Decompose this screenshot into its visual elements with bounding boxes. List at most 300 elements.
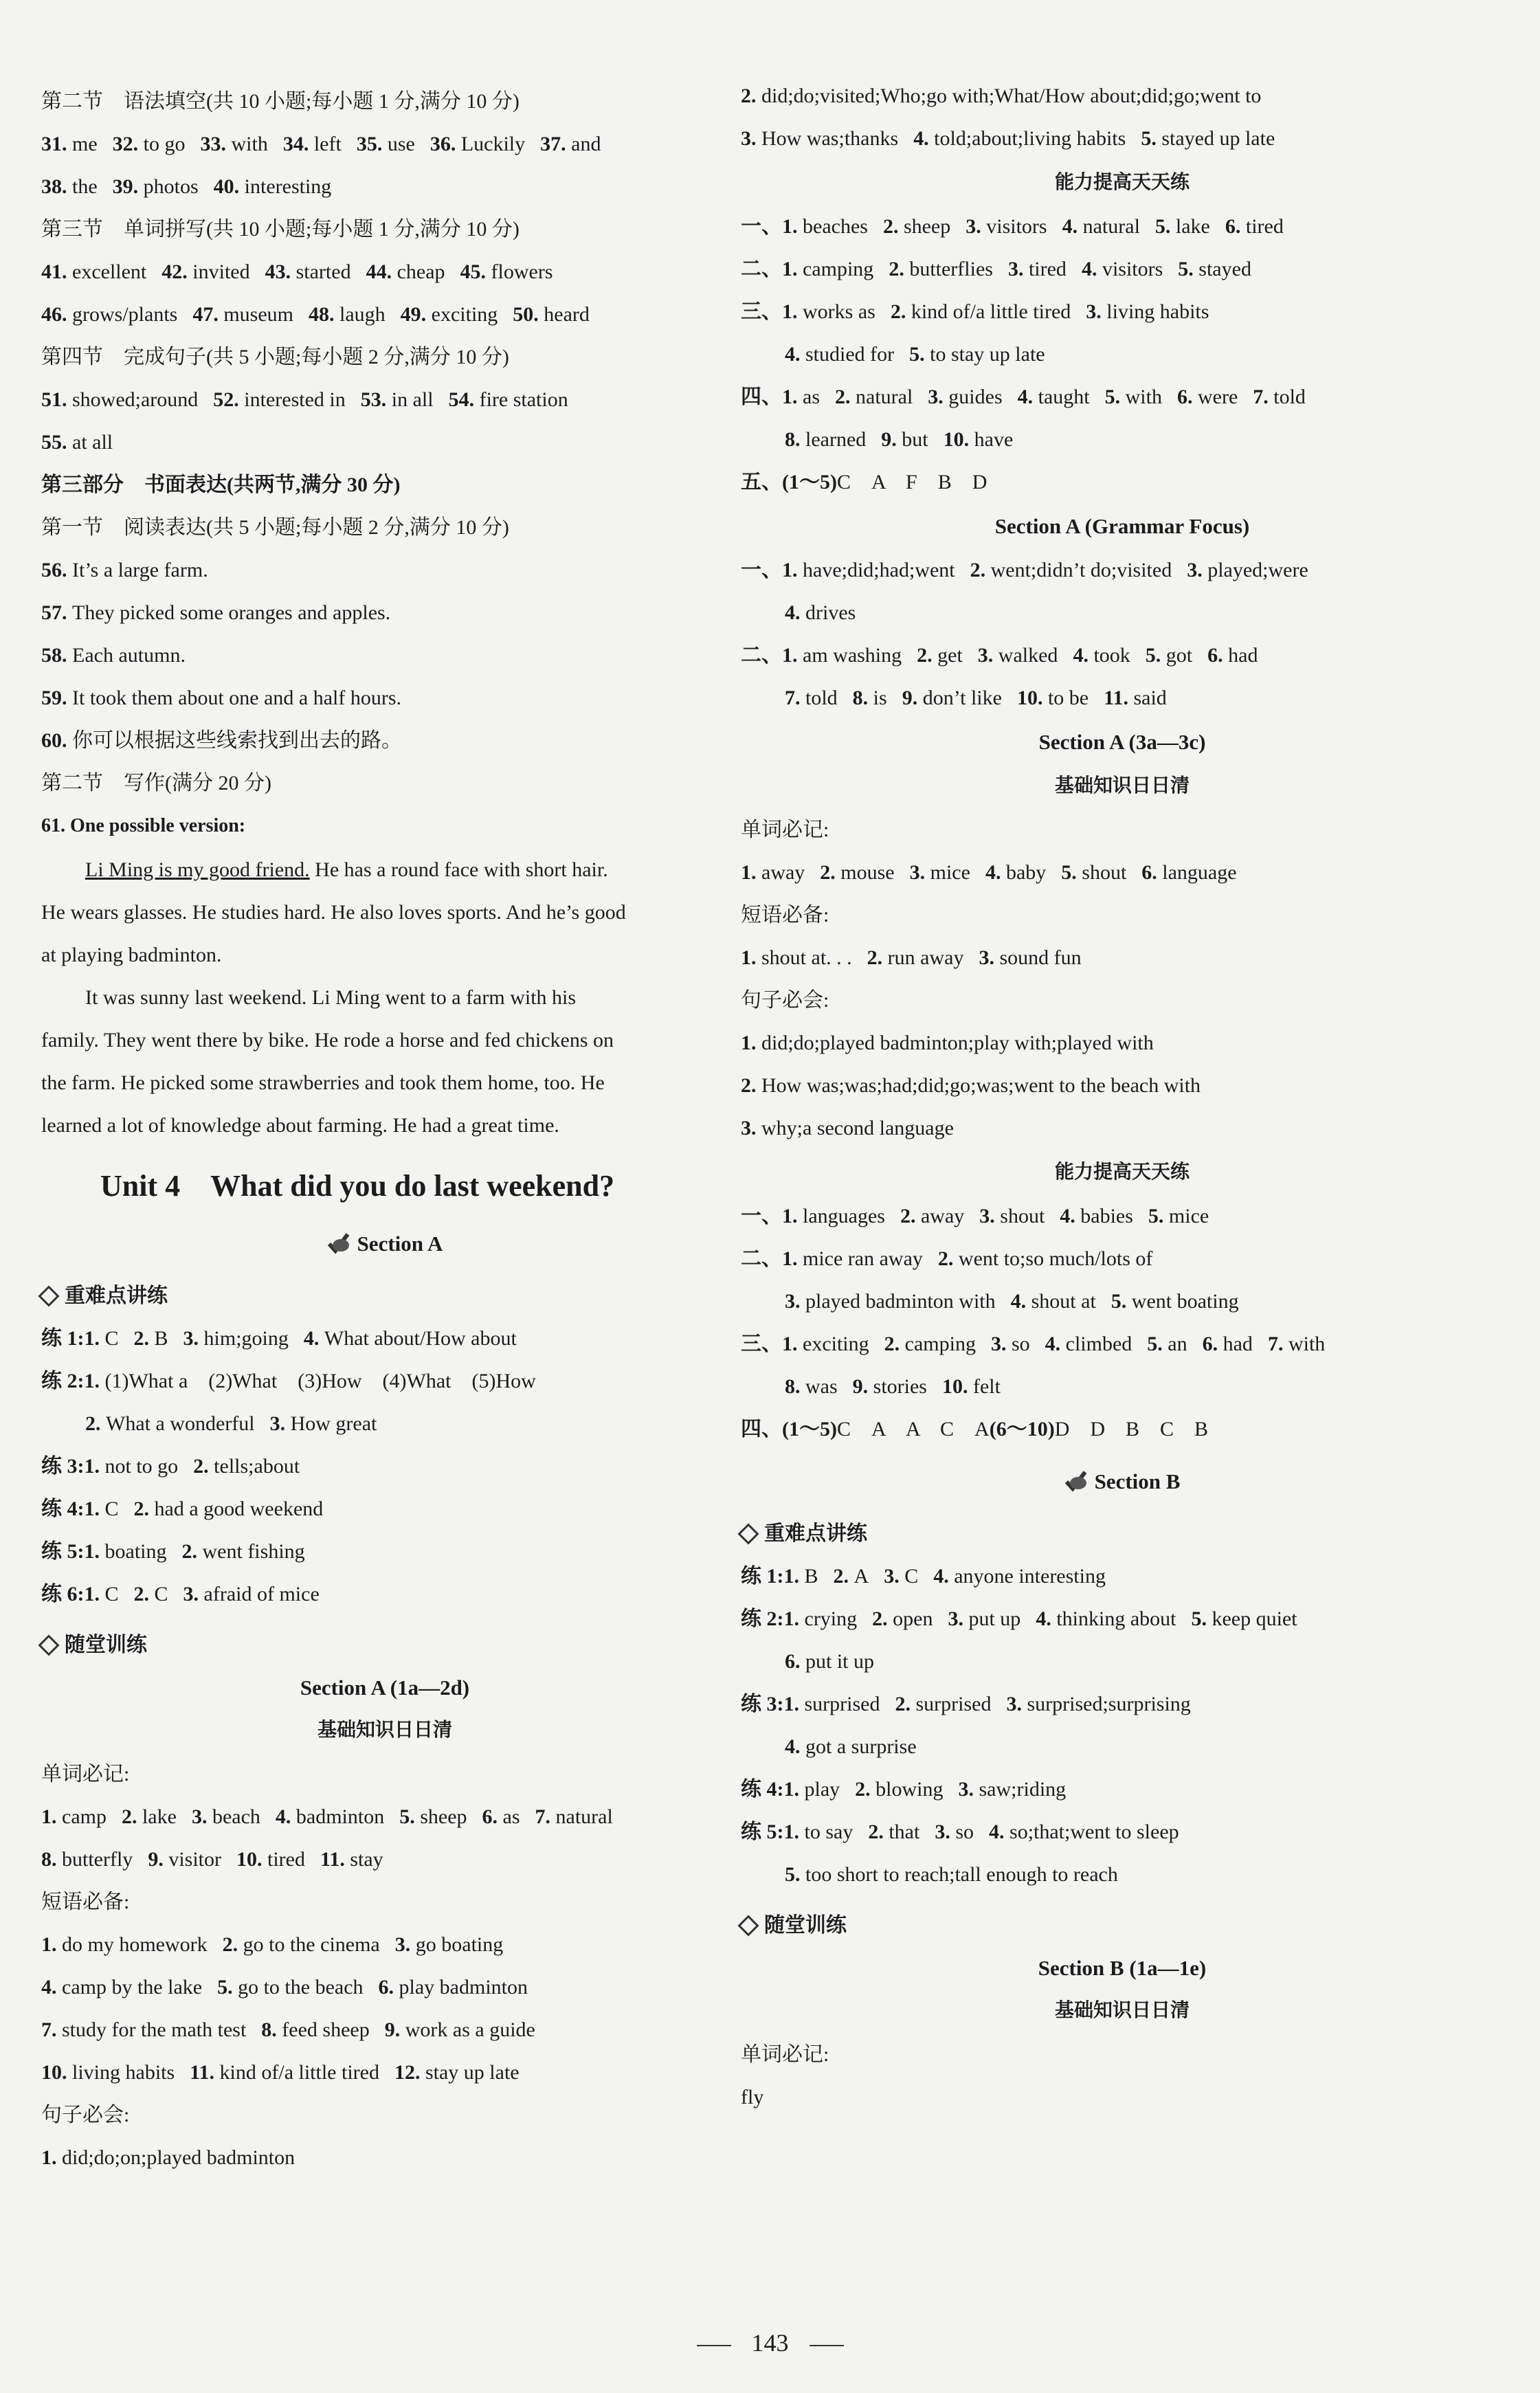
answer-text: C A F B D bbox=[836, 471, 987, 493]
answer-text: told bbox=[1273, 386, 1306, 408]
item-number: 2. bbox=[895, 1693, 916, 1715]
item-number: 3. bbox=[269, 1412, 291, 1435]
answer-text: do my homework bbox=[62, 1933, 208, 1956]
item-number: 9. bbox=[148, 1848, 169, 1871]
answer-text: as bbox=[803, 386, 820, 408]
answer-text: did;do;played badminton;play with;played with bbox=[761, 1032, 1154, 1054]
item-number: 练 2: bbox=[41, 1370, 85, 1392]
item-number: 6. bbox=[1207, 644, 1229, 667]
r-ex3 bbox=[741, 298, 1209, 326]
item-number: 6. bbox=[378, 1976, 399, 1999]
answer-text: surprised bbox=[804, 1693, 880, 1715]
item-number: 1. bbox=[84, 1370, 105, 1392]
answer-text: lake bbox=[1175, 215, 1210, 238]
answers-41-45 bbox=[41, 258, 553, 286]
r-ex4 bbox=[741, 383, 1306, 411]
item-number: 31. bbox=[41, 133, 72, 155]
answer-text: mice bbox=[930, 861, 970, 884]
heading-word-spelling: 第三节 单词拼写(共 10 小题;每小题 1 分,满分 10 分) bbox=[41, 218, 520, 241]
practice-3 bbox=[41, 1453, 300, 1480]
answer-text: taught bbox=[1038, 386, 1090, 408]
answer-text: got a surprise bbox=[805, 1735, 917, 1758]
item-number: 1. bbox=[84, 1498, 105, 1520]
item-number: 二、 bbox=[741, 1247, 782, 1270]
item-number: 2. bbox=[970, 559, 991, 581]
leaf-check-icon bbox=[1064, 1469, 1088, 1493]
item-number: 10. bbox=[41, 2061, 72, 2084]
answer-text: camping bbox=[904, 1333, 976, 1355]
answer-text: left bbox=[313, 133, 342, 155]
answer-text: beach bbox=[212, 1805, 260, 1828]
answer-text: laugh bbox=[339, 303, 386, 326]
practice-6 bbox=[41, 1581, 320, 1608]
answer-text: languages bbox=[803, 1205, 885, 1227]
r-ex3-cont bbox=[741, 341, 1045, 368]
answer-text: played badminton with bbox=[805, 1290, 996, 1313]
item-number: 2. bbox=[867, 946, 888, 969]
item-number: 10. bbox=[943, 428, 974, 451]
answer-text: put up bbox=[968, 1607, 1021, 1630]
item-number: 二、 bbox=[741, 644, 782, 667]
r-phrases-label: 短语必备: bbox=[741, 904, 829, 926]
answer-text: work as a guide bbox=[405, 2018, 535, 2041]
r-ex4-cont bbox=[741, 426, 1013, 454]
answer-text: went fishing bbox=[202, 1540, 305, 1563]
item-number: 2. bbox=[868, 1821, 889, 1843]
item-number: 8. bbox=[261, 2018, 282, 2041]
r-ex5 bbox=[741, 469, 987, 496]
answer-text: not to go bbox=[104, 1455, 179, 1478]
r-sentences-3-5 bbox=[741, 125, 1275, 153]
answer-text: did;do;on;played badminton bbox=[62, 2146, 295, 2169]
answers-51-54 bbox=[41, 386, 568, 414]
answer-text: heard bbox=[544, 303, 590, 326]
answer-text: said bbox=[1133, 687, 1167, 709]
answer-text: told;about;living habits bbox=[934, 127, 1126, 150]
item-number: 8. bbox=[41, 1848, 62, 1871]
item-number: 1. bbox=[782, 644, 803, 667]
phrases-row-3 bbox=[41, 2016, 535, 2044]
answer-text: beaches bbox=[803, 215, 868, 238]
sentences-row-1 bbox=[41, 2144, 295, 2172]
answer-text: camp by the lake bbox=[62, 1976, 203, 1999]
item-number: 1. bbox=[782, 300, 803, 323]
item-number: 2. bbox=[181, 1540, 203, 1563]
r-sent-3 bbox=[741, 1115, 954, 1142]
item-number: 4. bbox=[303, 1327, 324, 1350]
answer-text: interesting bbox=[244, 175, 332, 198]
answer-text: C bbox=[104, 1583, 119, 1605]
answer-text: stay up late bbox=[425, 2061, 520, 2084]
item-number: 练 2: bbox=[741, 1607, 784, 1630]
class-training-heading-2: 随堂训练 bbox=[741, 1912, 847, 1939]
answer-text: had a good weekend bbox=[154, 1498, 324, 1520]
item-number: 5. bbox=[1148, 1205, 1169, 1227]
item-number: 11. bbox=[320, 1848, 350, 1871]
item-number: 3. bbox=[948, 1607, 969, 1630]
r-ex2 bbox=[741, 256, 1251, 283]
item-number: 1. bbox=[41, 1933, 62, 1956]
item-number: 3. bbox=[741, 1117, 761, 1139]
item-number: 4. bbox=[275, 1805, 296, 1828]
answer-text: visitor bbox=[168, 1848, 221, 1871]
answer-text: away bbox=[920, 1205, 965, 1227]
answer-text: blowing bbox=[875, 1778, 944, 1801]
item-number: 5. bbox=[1141, 127, 1162, 150]
item-number: 1. bbox=[84, 1540, 105, 1563]
item-number: 6. bbox=[482, 1805, 503, 1828]
item-number: 1. bbox=[782, 559, 803, 581]
item-number: 1. bbox=[84, 1583, 105, 1605]
answer-text: D D B C B bbox=[1054, 1418, 1209, 1440]
key-points-heading: 重难点讲练 bbox=[41, 1282, 168, 1310]
answer-text: C bbox=[104, 1327, 119, 1350]
essay-line-3: at playing badminton. bbox=[41, 944, 222, 966]
answer-text: What about/How about bbox=[324, 1327, 517, 1350]
heading-writing: 第二节 写作(满分 20 分) bbox=[41, 772, 271, 794]
item-number: 55. bbox=[41, 431, 72, 454]
item-number: 6. bbox=[1141, 861, 1163, 884]
b-practice-3-cont bbox=[741, 1733, 917, 1761]
answer-text: so bbox=[955, 1821, 974, 1843]
item-number: 3. bbox=[909, 861, 930, 884]
answer-text: guides bbox=[948, 386, 1003, 408]
item-number: 2. bbox=[855, 1778, 876, 1801]
answer-text: natural bbox=[1082, 215, 1140, 238]
answer-60 bbox=[41, 727, 402, 755]
item-number: 52. bbox=[213, 388, 245, 411]
phrases-row-4 bbox=[41, 2059, 520, 2086]
item-number: 33. bbox=[200, 133, 232, 155]
item-number: 2. bbox=[917, 644, 938, 667]
item-number: 1. bbox=[782, 1205, 803, 1227]
item-number: 36. bbox=[429, 133, 461, 155]
item-number: 1. bbox=[782, 386, 803, 408]
answer-text: have bbox=[974, 428, 1014, 451]
r3-words-label: 单词必记: bbox=[741, 2043, 829, 2066]
essay-line-6: the farm. He picked some strawberries and took them home, too. He bbox=[41, 1071, 605, 1094]
item-number: 2. bbox=[133, 1498, 155, 1520]
item-number: 3. bbox=[958, 1778, 979, 1801]
essay-topic-sentence: Li Ming is my good friend. bbox=[85, 858, 310, 881]
item-number: 57. bbox=[41, 601, 72, 624]
item-number: 5. bbox=[1104, 386, 1126, 408]
answer-text: go to the cinema bbox=[243, 1933, 380, 1956]
r2-ex2-cont bbox=[741, 1288, 1239, 1315]
answer-text: tells;about bbox=[214, 1455, 300, 1478]
item-number: 4. bbox=[989, 1821, 1010, 1843]
answer-text: the bbox=[72, 175, 98, 198]
answer-text: and bbox=[571, 133, 601, 155]
answer-text: that bbox=[889, 1821, 920, 1843]
item-number: 44. bbox=[366, 260, 397, 283]
answer-text: B bbox=[804, 1565, 818, 1588]
item-number: 12. bbox=[394, 2061, 425, 2084]
item-number: 3. bbox=[1006, 1693, 1027, 1715]
item-number: 2. bbox=[835, 386, 856, 408]
item-number: 2. bbox=[872, 1607, 893, 1630]
r-sentences-label: 句子必会: bbox=[741, 989, 829, 1012]
words-row-1 bbox=[41, 1803, 613, 1831]
answer-text: tired bbox=[1245, 215, 1284, 238]
answer-text: studied for bbox=[805, 343, 895, 366]
item-number: 39. bbox=[112, 175, 144, 198]
practice-5 bbox=[41, 1538, 305, 1566]
answer-text: invited bbox=[192, 260, 250, 283]
item-number: 一、 bbox=[741, 1205, 782, 1227]
item-number: 练 5: bbox=[41, 1540, 85, 1563]
item-number: 51. bbox=[41, 388, 72, 411]
diamond-icon bbox=[737, 1523, 759, 1544]
item-number: 4. bbox=[913, 127, 935, 150]
item-number: 49. bbox=[400, 303, 432, 326]
item-number: 6. bbox=[1202, 1333, 1223, 1355]
gf-ex2 bbox=[741, 642, 1258, 669]
answer-text: felt bbox=[972, 1375, 1001, 1398]
answer-text: saw;riding bbox=[979, 1778, 1067, 1801]
item-number: 5. bbox=[399, 1805, 421, 1828]
practice-1 bbox=[41, 1325, 517, 1353]
item-number: 11. bbox=[190, 2061, 220, 2084]
item-number: 1. bbox=[84, 1455, 105, 1478]
answer-text: kind of/a little tired bbox=[219, 2061, 379, 2084]
item-number: 一、 bbox=[741, 215, 782, 238]
b-practice-5-cont bbox=[741, 1861, 1118, 1889]
item-number: 二、 bbox=[741, 258, 782, 280]
answer-text: anyone interesting bbox=[954, 1565, 1106, 1588]
answer-text: why;a second language bbox=[761, 1117, 954, 1139]
item-number: 1. bbox=[782, 1247, 803, 1270]
answer-text: How great bbox=[290, 1412, 377, 1435]
item-number: 练 1: bbox=[741, 1565, 784, 1588]
item-number: 32. bbox=[112, 133, 144, 155]
answer-text: an bbox=[1168, 1333, 1187, 1355]
answer-text: tired bbox=[1028, 258, 1067, 280]
answer-text: visitors bbox=[986, 215, 1047, 238]
r2-ex3-cont bbox=[741, 1373, 1001, 1401]
item-number: 5. bbox=[785, 1863, 805, 1886]
answer-57 bbox=[41, 599, 390, 627]
r3-words-fly: fly bbox=[741, 2086, 764, 2108]
answer-58 bbox=[41, 642, 186, 669]
item-number: 9. bbox=[881, 428, 902, 451]
answer-text: him;going bbox=[203, 1327, 289, 1350]
daily-basics-heading-3: 基础知识日日清 bbox=[1054, 2000, 1190, 2021]
item-number: 3. bbox=[990, 1333, 1012, 1355]
answer-text: 你可以根据这些线索找到出去的路。 bbox=[72, 729, 402, 752]
answer-text: works as bbox=[803, 300, 875, 323]
answer-59 bbox=[41, 684, 401, 712]
answer-text: get bbox=[937, 644, 963, 667]
item-number: 34. bbox=[282, 133, 314, 155]
item-number: 1. bbox=[41, 2146, 62, 2169]
answer-text: stories bbox=[873, 1375, 927, 1398]
answer-text: use bbox=[387, 133, 415, 155]
daily-basics-heading: 基础知识日日清 bbox=[317, 1719, 452, 1741]
item-number: 四、 bbox=[741, 1418, 782, 1440]
item-number: 练 5: bbox=[741, 1821, 784, 1843]
item-number: 1. bbox=[782, 215, 803, 238]
answer-text: to stay up late bbox=[930, 343, 1045, 366]
answer-text: stay bbox=[350, 1848, 383, 1871]
b-practice-5 bbox=[741, 1818, 1179, 1846]
answer-56 bbox=[41, 557, 208, 584]
answer-text: learned bbox=[805, 428, 867, 451]
answer-text: as bbox=[502, 1805, 520, 1828]
answer-text: camping bbox=[803, 258, 874, 280]
answer-text: C A A C A bbox=[836, 1418, 990, 1440]
item-number: 3. bbox=[394, 1933, 416, 1956]
answer-text: play bbox=[804, 1778, 840, 1801]
item-number: 3. bbox=[191, 1805, 212, 1828]
item-number: 练 1: bbox=[41, 1327, 85, 1350]
answer-text: thinking about bbox=[1056, 1607, 1176, 1630]
answer-text: started bbox=[295, 260, 351, 283]
answer-text: took bbox=[1093, 644, 1130, 667]
item-number: 3. bbox=[183, 1583, 204, 1605]
answer-text: too short to reach;tall enough to reach bbox=[805, 1863, 1118, 1886]
daily-basics-heading-2: 基础知识日日清 bbox=[1054, 775, 1190, 797]
answer-text: but bbox=[902, 428, 928, 451]
item-number: 53. bbox=[360, 388, 392, 411]
section-a-1a-2d-heading: Section A (1a—2d) bbox=[300, 1676, 470, 1700]
item-number: 练 3: bbox=[741, 1693, 784, 1715]
answer-text: at all bbox=[72, 431, 113, 454]
gf-ex1 bbox=[741, 557, 1308, 584]
answer-text: C bbox=[104, 1498, 119, 1520]
answer-text: badminton bbox=[295, 1805, 385, 1828]
item-number: 1. bbox=[783, 1821, 805, 1843]
answer-text: mice ran away bbox=[803, 1247, 923, 1270]
answer-text: is bbox=[873, 687, 887, 709]
item-number: 2. bbox=[882, 215, 904, 238]
essay-line-1: Li Ming is my good friend. He has a round face with short hair. bbox=[85, 858, 608, 881]
item-number: 练 4: bbox=[741, 1778, 784, 1801]
answer-text: A bbox=[853, 1565, 869, 1588]
answer-text: stayed bbox=[1198, 258, 1251, 280]
item-number: 三、 bbox=[741, 1333, 782, 1355]
answer-text: museum bbox=[223, 303, 293, 326]
section-a-heading: Section A bbox=[41, 1230, 728, 1258]
b-practice-4 bbox=[741, 1776, 1066, 1803]
answer-text: exciting bbox=[803, 1333, 869, 1355]
answer-text: exciting bbox=[431, 303, 498, 326]
item-number: 45. bbox=[460, 260, 491, 283]
item-number: 48. bbox=[309, 303, 339, 326]
item-number: 2. bbox=[121, 1805, 142, 1828]
item-number: 2. bbox=[833, 1565, 854, 1588]
item-number: 41. bbox=[41, 260, 72, 283]
practice-2-cont bbox=[41, 1410, 377, 1438]
answer-text: sound fun bbox=[999, 946, 1082, 969]
r-words-row bbox=[741, 859, 1237, 887]
item-number: 3. bbox=[741, 127, 761, 150]
item-number: 3. bbox=[979, 946, 1000, 969]
diamond-icon bbox=[737, 1915, 759, 1936]
answer-text: boating bbox=[104, 1540, 167, 1563]
item-number: 7. bbox=[1253, 386, 1274, 408]
diamond-icon bbox=[38, 1634, 59, 1656]
b-practice-2 bbox=[741, 1605, 1297, 1633]
item-number: 3. bbox=[979, 1205, 1001, 1227]
item-number: 2. bbox=[890, 300, 911, 323]
answer-text: It took them about one and a half hours. bbox=[72, 687, 402, 709]
item-number: 10. bbox=[236, 1848, 267, 1871]
answer-text: feed sheep bbox=[282, 2018, 370, 2041]
item-number: 6. bbox=[1225, 215, 1246, 238]
page-number: 143 bbox=[0, 2328, 1540, 2357]
gf-ex2-cont bbox=[741, 684, 1167, 712]
answer-text: away bbox=[761, 861, 805, 884]
r-sentences-2 bbox=[741, 82, 1261, 110]
key-points-heading-2: 重难点讲练 bbox=[741, 1520, 867, 1548]
answer-text: to go bbox=[143, 133, 186, 155]
item-number: 4. bbox=[41, 1976, 62, 1999]
item-number: 四、 bbox=[741, 386, 782, 408]
answer-text: (1)What a (2)What (3)How (4)What (5)How bbox=[104, 1370, 536, 1392]
item-number: 4. bbox=[985, 861, 1006, 884]
answer-text: They picked some oranges and apples. bbox=[72, 601, 391, 624]
item-number: 3. bbox=[884, 1565, 905, 1588]
item-number: 8. bbox=[785, 1375, 805, 1398]
leaf-check-icon bbox=[327, 1232, 350, 1255]
item-number: 2. bbox=[741, 1074, 761, 1097]
answer-text: How was;thanks bbox=[761, 127, 899, 150]
answer-61-label: 61. One possible version: bbox=[41, 815, 246, 836]
item-number: (1～5) bbox=[782, 1418, 837, 1440]
b-practice-1 bbox=[741, 1563, 1106, 1590]
answer-text: with bbox=[1125, 386, 1162, 408]
item-number: 42. bbox=[161, 260, 193, 283]
item-number: 1. bbox=[741, 1032, 761, 1054]
item-number: 7. bbox=[1267, 1333, 1288, 1355]
item-number: 5. bbox=[1145, 644, 1166, 667]
item-number: 2. bbox=[193, 1455, 214, 1478]
answer-text: flowers bbox=[491, 260, 553, 283]
answers-38-40 bbox=[41, 173, 331, 201]
item-number: 2. bbox=[133, 1327, 155, 1350]
item-number: 3. bbox=[977, 644, 998, 667]
answer-text: did;do;visited;Who;go with;What/How about;did;go;went to bbox=[761, 85, 1262, 107]
item-number: 9. bbox=[384, 2018, 405, 2041]
words-label: 单词必记: bbox=[41, 1763, 130, 1785]
item-number: 56. bbox=[41, 559, 72, 581]
answer-text: open bbox=[893, 1607, 933, 1630]
heading-part-three: 第三部分 书面表达(共两节,满分 30 分) bbox=[41, 474, 401, 496]
item-number: 1. bbox=[41, 1805, 62, 1828]
item-number: 3. bbox=[785, 1290, 805, 1313]
answer-text: mouse bbox=[840, 861, 895, 884]
answer-text: run away bbox=[887, 946, 964, 969]
item-number: 6. bbox=[1176, 386, 1198, 408]
practice-2 bbox=[41, 1368, 536, 1395]
answer-text: played;were bbox=[1207, 559, 1308, 581]
r2-ex4 bbox=[741, 1416, 1208, 1443]
answer-text: crying bbox=[804, 1607, 858, 1630]
item-number: 4. bbox=[1045, 1333, 1066, 1355]
b-practice-2-cont bbox=[741, 1648, 874, 1676]
item-number: 2. bbox=[85, 1412, 106, 1435]
ability-heading-1: 能力提高天天练 bbox=[1054, 172, 1190, 193]
answer-text: afraid of mice bbox=[203, 1583, 320, 1605]
item-number: 1. bbox=[783, 1693, 805, 1715]
answer-text: cheap bbox=[397, 260, 445, 283]
item-number: 35. bbox=[356, 133, 388, 155]
item-number: 58. bbox=[41, 644, 72, 667]
item-number: 40. bbox=[213, 175, 245, 198]
answer-text: shout at bbox=[1031, 1290, 1096, 1313]
answer-text: living habits bbox=[1106, 300, 1209, 323]
